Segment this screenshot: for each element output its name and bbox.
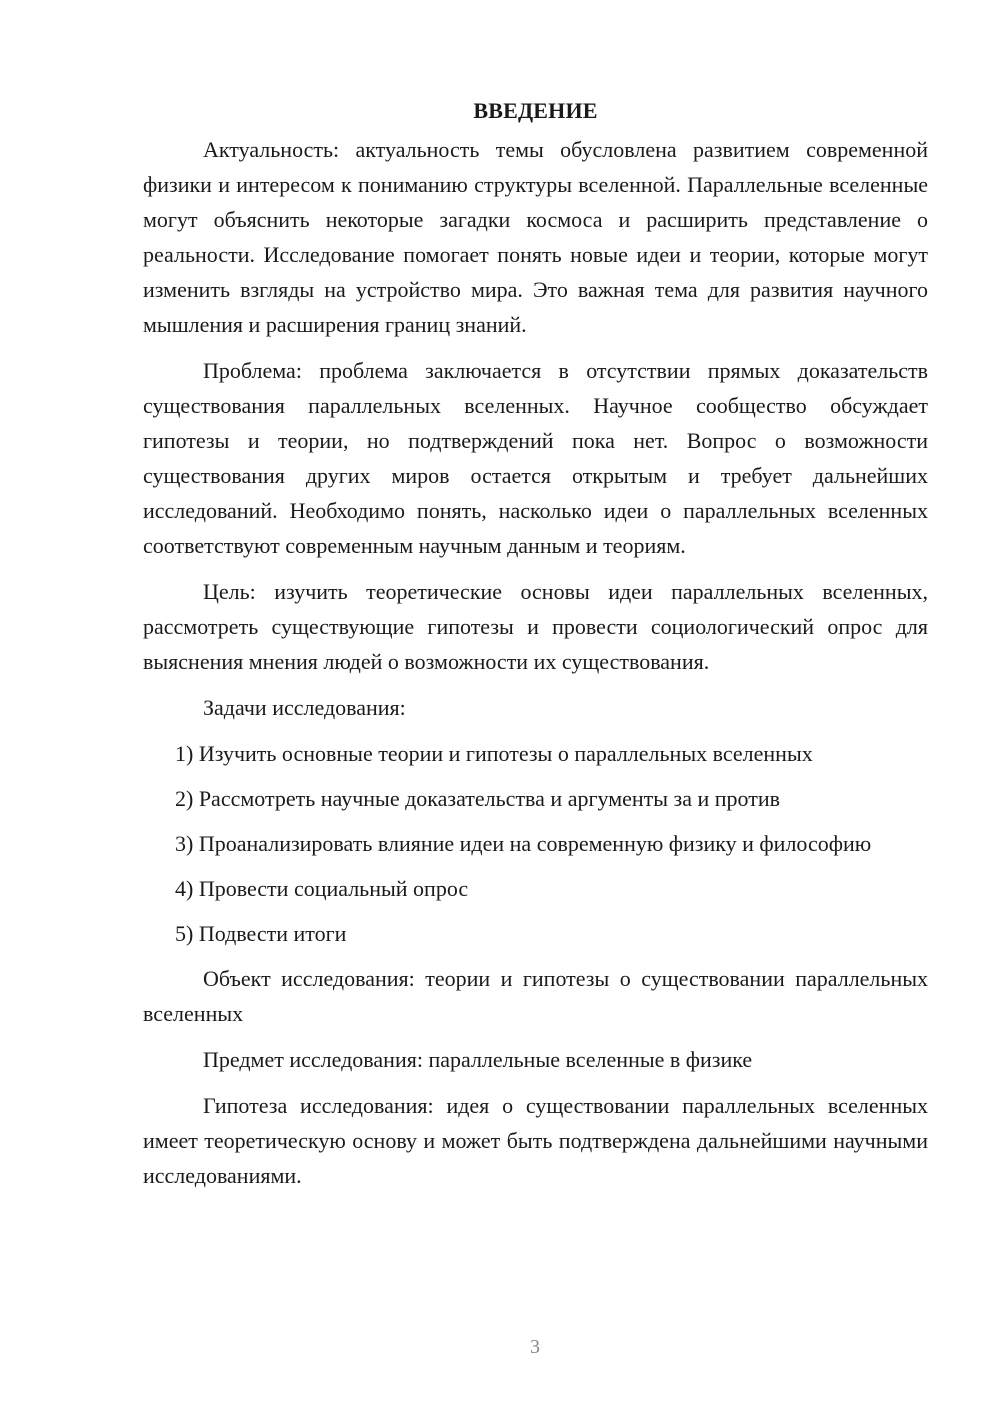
task-item-1: 1) Изучить основные теории и гипотезы о параллельных вселенных — [175, 741, 813, 766]
task-item-2: 2) Рассмотреть научные доказательства и аргументы за и против — [175, 786, 781, 811]
page-title: ВВЕДЕНИЕ — [473, 98, 598, 123]
tasks-title: Задачи исследования: — [203, 695, 406, 720]
page-number: 3 — [530, 1336, 540, 1358]
hypothesis-paragraph: Гипотеза исследования: идея о существовании параллельных вселенных имеет теоретическую основу и может быть подтверждена дальнейшими научными исследованиями. — [143, 1093, 928, 1188]
relevance-paragraph: Актуальность: актуальность темы обусловлена развитием современной физики и интересом к пониманию структуры вселенной. Параллельные вселенные могут объяснить некоторые загадки космоса и расширить представление о реальности. Исследование помогает понять новые идеи и теории, которые могут изменить взгляды на устройство мира. Это важная тема для развития научного мышления и расширения границ знаний. — [143, 137, 928, 337]
task-item-4: 4) Провести социальный опрос — [175, 876, 469, 901]
problem-paragraph: Проблема: проблема заключается в отсутствии прямых доказательств существования параллельных вселенных. Научное сообщество обсуждает гипотезы и теории, но подтверждений пока нет. Вопрос о возможности существования других миров остается открытым и требует дальнейших исследований. Необходимо понять, насколько идеи о параллельных вселенных соответствуют современным научным данным и теориям. — [143, 358, 928, 558]
document-page — [143, 96, 928, 1204]
task-item-3: 3) Проанализировать влияние идеи на современную физику и философию — [175, 831, 872, 856]
subject-paragraph: Предмет исследования: параллельные вселенные в физике — [203, 1047, 753, 1072]
object-paragraph: Объект исследования: теории и гипотезы о существовании параллельных вселенных — [143, 966, 928, 1026]
task-item-5: 5) Подвести итоги — [175, 921, 347, 946]
goal-paragraph: Цель: изучить теоретические основы идеи параллельных вселенных, рассмотреть существующие гипотезы и провести социологический опрос для выяснения мнения людей о возможности их существования. — [143, 579, 928, 674]
